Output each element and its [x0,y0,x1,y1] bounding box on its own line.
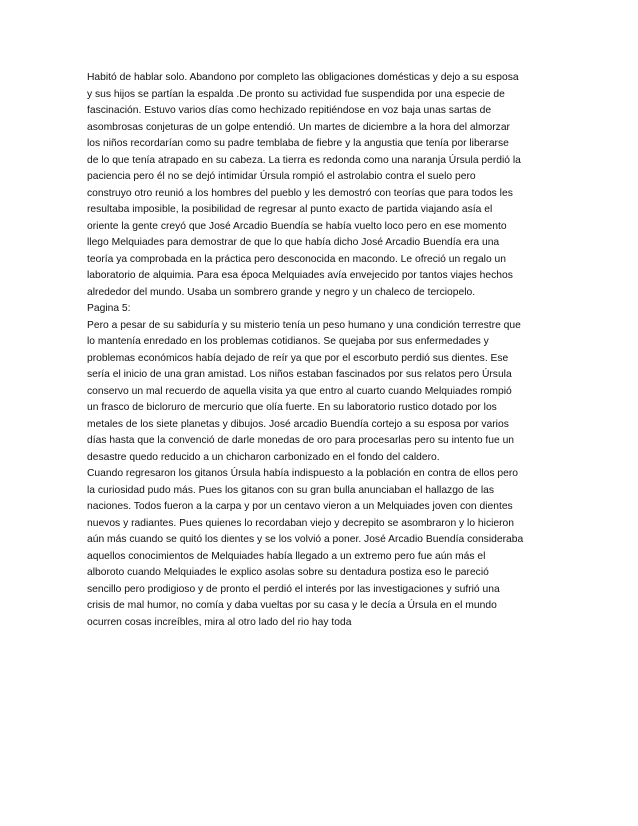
text-line: Pero a pesar de su sabiduría y su misterio tenía un peso humano y una condición terrestre que [87,319,521,331]
text-line: aquellos conocimientos de Melquiades había llegado a un extremo pero fue aún más el [87,550,486,562]
text-line: días hasta que la convenció de darle monedas de oro para procesarlas pero su intento fue un [87,435,515,446]
page-number-label: Pagina 5: [87,303,131,314]
text-line: oriente la gente creyó que José Arcadio Buendía se había vuelto loco pero en ese momento [87,220,507,232]
text-line: construyo otro reunió a los hombres del pueblo y les demostró con teorías que para todos les [87,187,513,199]
text-line: resultaba imposible, la posibilidad de regresar al punto exacto de partida viajando asía el [87,204,493,215]
paragraph-1 [87,70,557,301]
text-line: los niños recordarían como su padre temblaba de fiebre y la angustia que tenía por liberarse [87,138,509,149]
text-line: Cuando regresaron los gitanos Úrsula había indispuesto a la población en contra de ellos pero [87,468,519,479]
text-line: aún más cuando se quitó los dientes y se los volvió a poner. José Arcadio Buendía consideraba [87,534,524,545]
text-line: nuevos y radiantes. Pues quienes lo recordaban viejo y decrepito se asombraron y lo hicieron [87,517,514,529]
text-line: la curiosidad pudo más. Pues los gitanos con su gran bulla anunciaban el hallazgo de las [87,484,494,496]
text-line: crisis de mal humor, no comía y daba vueltas por su casa y le decía a Úrsula en el mundo [87,600,497,611]
text-line: llego Melquiades para demostrar de que lo que había dicho José Arcadio Buendía era una [87,237,500,248]
text-line: asombrosas conjeturas de un golpe entendió. Un martes de diciembre a la hora del almorzar [87,121,510,133]
text-line: conservo un mal recuerdo de aquella visita ya que entro al cuarto cuando Melquiades rompió [87,385,512,397]
text-line: desastre quedo reducido a un chicharon carbonizado en el fondo del caldero. [87,451,440,463]
text-line: teoría ya comprobada en la práctica pero desconocida en macondo. Le ofreció un regalo un [87,253,507,265]
text-line: de lo que tenía atrapado en su cabeza. La tierra es redonda como una naranja Úrsula perdió la [87,154,521,166]
text-line: sencillo pero prodigioso y de pronto el perdió el interés por las investigaciones y sufrió una [87,583,500,595]
text-line: un frasco de bicloruro de mercurio que olía fuerte. En su laboratorio rustico dotado por los [87,402,497,413]
text-line: alrededor del mundo. Usaba un sombrero grande y negro y un chaleco de terciopelo. [87,286,476,298]
text-line: naciones. Todos fueron a la carpa y por un centavo vieron a un Melquiades joven con dientes [87,501,513,512]
document-body [87,70,557,631]
text-line: problemas económicos había dejado de reír ya que por el escorbuto perdió sus dientes. Ese [87,352,509,364]
text-line: fascinación. Estuvo varios días como hechizado repitiéndose en voz baja unas sartas de [87,105,492,116]
text-line: paciencia pero él no se dejó intimidar Úrsula rompió el astrolabio contra el suelo pero [87,171,476,182]
text-line: alboroto cuando Melquiades le explico asolas sobre su dentadura postiza eso le pareció [87,567,489,578]
text-line: lo mantenía enredado en los problemas cotidianos. Se quejaba por sus enfermedades y [87,336,489,347]
paragraph-2 [87,318,557,467]
text-line: ocurren cosas increíbles, mira al otro lado del rio hay toda [87,616,352,628]
text-line: y sus hijos se partían la espalda .De pronto su actividad fue suspendida por una especie de [87,88,505,100]
page-heading [87,301,557,318]
text-line: Habitó de hablar solo. Abandono por completo las obligaciones domésticas y dejo a su esposa [87,72,519,83]
text-line: laboratorio de alquimia. Para esa época Melquiades avía envejecido por tantos viajes hechos [87,270,513,281]
paragraph-3 [87,466,557,631]
text-line: sería el inicio de una gran amistad. Los niños estaban fascinados por sus relatos pero Úrsula [87,369,512,380]
text-line: metales de los siete planetas y dibujos. José arcadio Buendía cortejo a su esposa por varios [87,418,509,430]
